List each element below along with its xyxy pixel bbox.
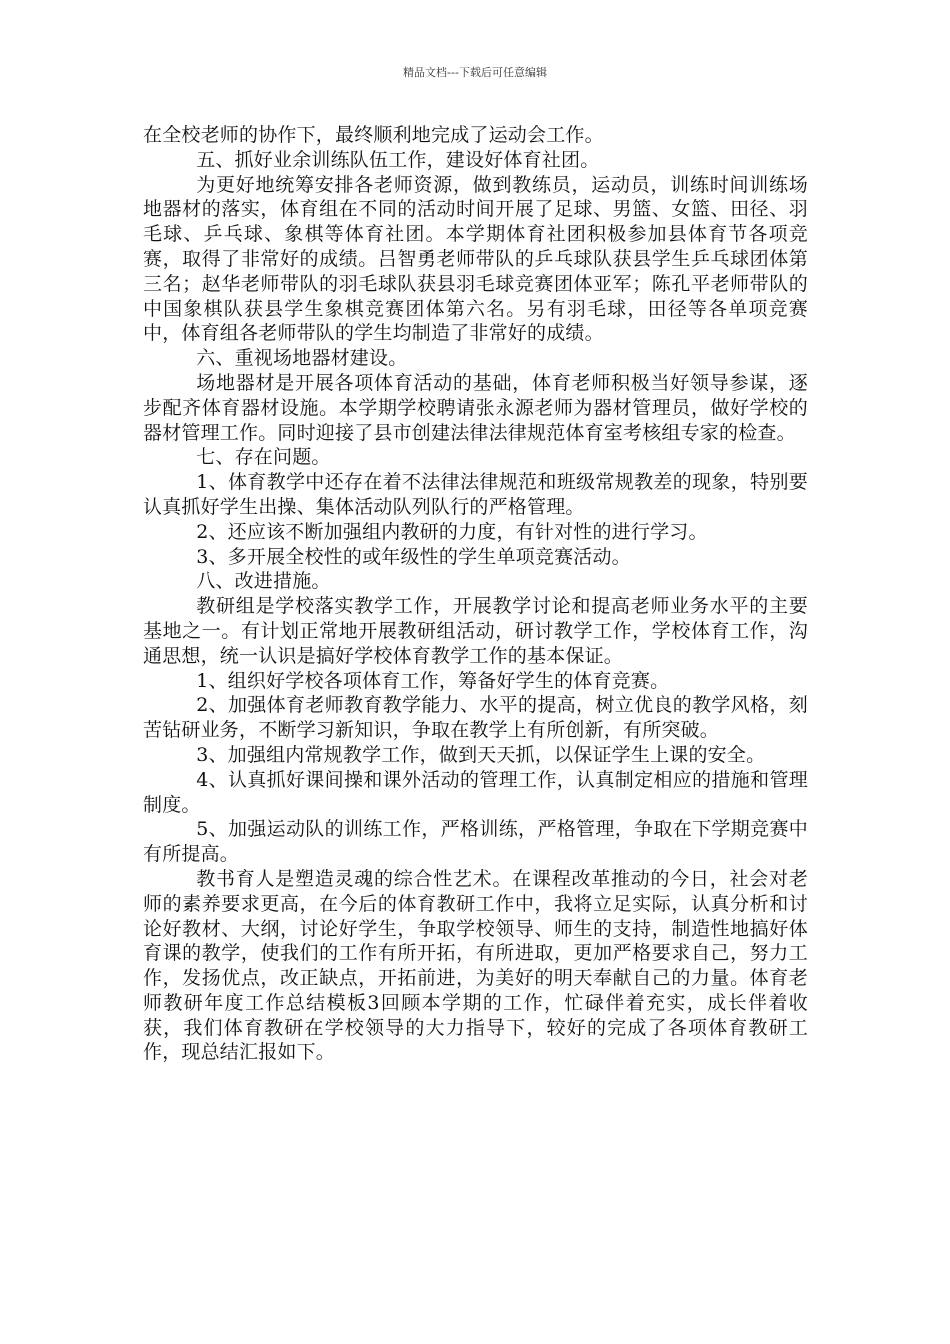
paragraph: 教书育人是塑造灵魂的综合性艺术。在课程改革推动的今日，社会对老师的素养要求更高，在今后的体育教研工作中，我将立足实际，认真分析和讨论好教材、大纲，讨论好学生，争取学校领导、师生的支持，制造性地搞好体育课的教学，使我们的工作有所开拓，有所进取，更加严格要求自己，努力工作，发扬优点，改正缺点，开拓前进，为美好的明天奉献自己的力量。体育老师教研年度工作总结模板3回顾本学期的工作，忙碌伴着充实，成长伴着收获，我们体育教研在学校领导的大力指导下，较好的完成了各项体育教研工作，现总结汇报如下。 — [143, 867, 808, 1064]
paragraph: 场地器材是开展各项体育活动的基础，体育老师积极当好领导参谋，逐步配齐体育器材设施。本学期学校聘请张永源老师为器材管理员，做好学校的器材管理工作。同时迎接了县市创建法律法律规范体育室考核组专家的检查。 — [143, 371, 808, 444]
list-item: 3、加强组内常规教学工作，做到天天抓，以保证学生上课的安全。 — [196, 743, 766, 766]
list-item: 2、还应该不断加强组内教研的力度，有针对性的进行学习。 — [196, 520, 708, 543]
paragraph: 在全校老师的协作下，最终顺利地完成了运动会工作。 — [143, 124, 604, 146]
section-heading: 五、抓好业余训练队伍工作，建设好体育社团。 — [196, 148, 600, 171]
document-body — [143, 123, 808, 1065]
paragraph: 教研组是学校落实教学工作，开展教学讨论和提高老师业务水平的主要基地之一。有计划正常地开展教研组活动，研讨教学工作，学校体育工作，沟通思想，统一认识是搞好学校体育教学工作的基本保证。 — [143, 595, 808, 667]
section-heading: 六、重视场地器材建设。 — [196, 347, 408, 370]
section-heading: 八、改进措施。 — [196, 570, 331, 593]
list-item: 5、加强运动队的训练工作，严格训练，严格管理，争取在下学期竞赛中有所提高。 — [143, 818, 808, 866]
section-heading: 七、存在问题。 — [196, 446, 331, 469]
page-header: 精品文档---下载后可任意编辑 — [403, 66, 547, 79]
list-item: 4、认真抓好课间操和课外活动的管理工作，认真制定相应的措施和管理制度。 — [143, 768, 808, 816]
list-item: 1、组织好学校各项体育工作，筹备好学生的体育竞赛。 — [196, 669, 670, 692]
list-item: 3、多开展全校性的或年级性的学生单项竞赛活动。 — [196, 545, 631, 568]
list-item: 1、体育教学中还存在着不法律法律规范和班级常规教差的现象，特别要认真抓好学生出操、集体活动队列队行的严格管理。 — [143, 471, 808, 518]
paragraph: 为更好地统筹安排各老师资源，做到教练员，运动员，训练时间训练场地器材的落实，体育组在不同的活动时间开展了足球、男篮、女篮、田径、羽毛球、乒乓球、象棋等体育社团。本学期体育社团积极参加县体育节各项竞赛，取得了非常好的成绩。吕智勇老师带队的乒乓球队获县学生乒乓球团体第三名；赵华老师带队的羽毛球队获县羽毛球竞赛团体亚军；陈孔平老师带队的中国象棋队获县学生象棋竞赛团体第六名。另有羽毛球，田径等各单项竞赛中，体育组各老师带队的学生均制造了非常好的成绩。 — [143, 173, 808, 345]
list-item: 2、加强体育老师教育教学能力、水平的提高，树立优良的教学风格，刻苦钻研业务，不断学习新知识，争取在教学上有所创新，有所突破。 — [143, 694, 808, 742]
